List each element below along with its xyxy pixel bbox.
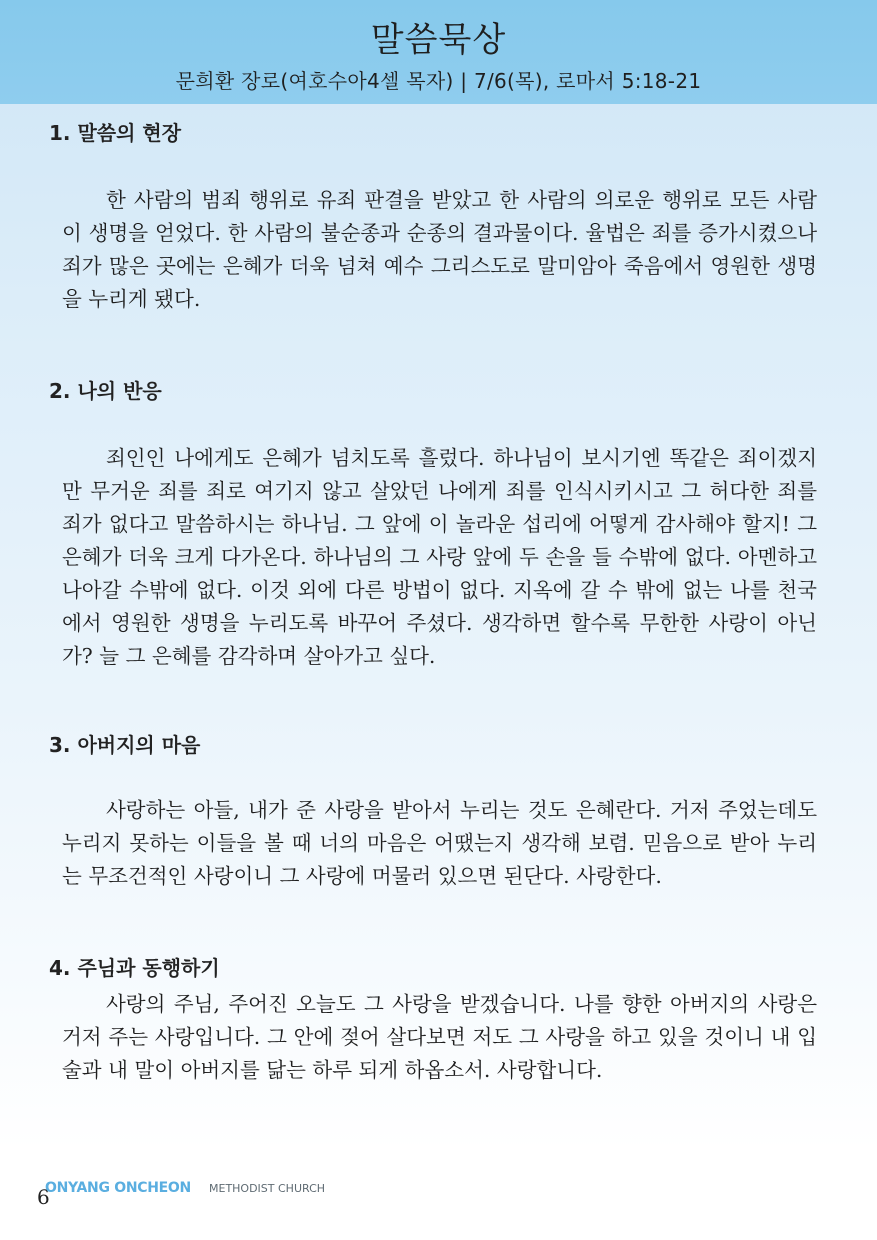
section-heading: 1. 말씀의 현장 bbox=[49, 121, 182, 145]
section-fathers-heart bbox=[49, 732, 817, 893]
section-body: 사랑의 주님, 주어진 오늘도 그 사랑을 받겠습니다. 나를 향한 아버지의 사랑은 거저 주는 사랑입니다. 그 안에 젖어 살다보면 저도 그 사랑을 하고 있을 것이니 내 입술과 내 말이 아버지를 닮는 하루 되게 하옵소서. 사랑합니다. bbox=[62, 992, 817, 1082]
church-logo-suffix: METHODIST CHURCH bbox=[209, 1182, 326, 1195]
section-word-scene bbox=[49, 120, 817, 316]
header-banner bbox=[0, 0, 877, 104]
section-body: 죄인인 나에게도 은혜가 넘치도록 흘렀다. 하나님이 보시기엔 똑같은 죄이겠지만 무거운 죄를 죄로 여기지 않고 살았던 나에게 죄를 인식시키시고 그 허다한 죄를 죄가 없다고 말씀하시는 하나님. 그 앞에 이 놀라운 섭리에 어떻게 감사해야 할지! 그 은혜가 더욱 크게 다가온다. 하나님의 그 사랑 앞에 두 손을 들 수밖에 없다. 아멘하고 나아갈 수밖에 없다. 이것 외에 다른 방법이 없다. 지옥에 갈 수 밖에 없는 나를 천국에서 영원한 생명을 누리도록 바꾸어 주셨다. 생각하면 할수록 무한한 사랑이 아닌가? 늘 그 은혜를 감각하며 살아가고 싶다. bbox=[62, 446, 817, 668]
section-my-response bbox=[49, 378, 817, 673]
section-body: 사랑하는 아들, 내가 준 사랑을 받아서 누리는 것도 은혜란다. 거저 주었는데도 누리지 못하는 이들을 볼 때 너의 마음은 어땠는지 생각해 보렴. 믿음으로 받아 누리는 무조건적인 사랑이니 그 사랑에 머물러 있으면 된단다. 사랑한다. bbox=[62, 798, 817, 888]
page-subtitle: 문희환 장로(여호수아4셀 목자) | 7/6(목), 로마서 5:18-21 bbox=[175, 69, 702, 93]
section-heading: 3. 아버지의 마음 bbox=[49, 733, 201, 757]
page-title: 말씀묵상 bbox=[370, 20, 507, 60]
page-number: 6 bbox=[37, 1185, 50, 1209]
section-walk-with-lord bbox=[49, 955, 817, 1087]
section-body: 한 사람의 범죄 행위로 유죄 판결을 받았고 한 사람의 의로운 행위로 모든 사람이 생명을 얻었다. 한 사람의 불순종과 순종의 결과물이다. 율법은 죄를 증가시켰으나 죄가 많은 곳에는 은혜가 더욱 넘쳐 예수 그리스도로 말미암아 죽음에서 영원한 생명을 누리게 됐다. bbox=[62, 188, 817, 311]
footer bbox=[37, 1177, 337, 1207]
section-heading: 4. 주님과 동행하기 bbox=[49, 956, 220, 980]
section-heading: 2. 나의 반응 bbox=[49, 379, 162, 403]
church-logo-name: ONYANG ONCHEON bbox=[45, 1180, 191, 1196]
